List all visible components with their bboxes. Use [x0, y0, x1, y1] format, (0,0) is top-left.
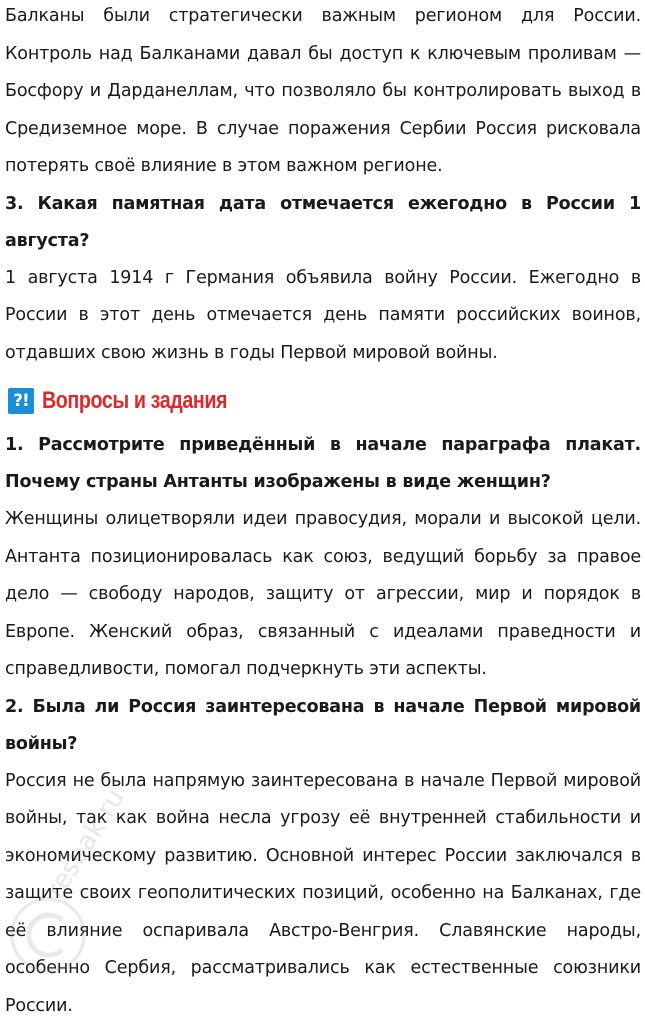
answer-task-2: Россия не была напрямую заинтересована в начале Первой мировой войны, так как война несла угрозу её внутренней стабильности и экономическому развитию. Основной интерес России заключался в защите своих геополитических позиций, особенно на Балканах, где её влияние оспаривала Австро-Венгрия. Славянские народы, особенно Сербия, рассматривались как естественные союзники России.	[5, 763, 641, 1025]
answer-3: 1 августа 1914 г Германия объявила войну России. Ежегодно в России в этот день отмечается день памяти российских воинов, отдавших свою жизнь в годы Первой мировой войны.	[5, 260, 641, 373]
answer-task-1: Женщины олицетворяли идеи правосудия, морали и высокой цели. Антанта позиционировалась как союз, ведущий борьбу за правое дело — свободу народов, защиту от агрессии, мир и порядок в Европе. Женский образ, связанный с идеалами праведности и справедливости, помогал подчеркнуть эти аспекты.	[5, 501, 641, 689]
watermark-text: resbak.ru	[40, 784, 130, 904]
intro-paragraph: Балканы были стратегически важным регионом для России. Контроль над Балканами давал бы доступ к ключевым проливам — Босфору и Дарданеллам, что позволяло бы контролировать выход в Средиземное море. В случае поражения Сербии Россия рисковала потерять своё влияние в этом важном регионе.	[5, 0, 641, 186]
section-title: Вопросы и задания	[42, 387, 227, 415]
task-1: 1. Рассмотрите приведённый в начале параграфа плакат. Почему страны Антанты изображены в виде женщин?	[5, 427, 641, 501]
document-page	[5, 0, 641, 1025]
questions-icon: ?!	[8, 388, 34, 414]
task-2: 2. Была ли Россия заинтересована в начале Первой мировой войны?	[5, 689, 641, 763]
section-header	[5, 384, 641, 418]
question-3: 3. Какая памятная дата отмечается ежегодно в России 1 августа?	[5, 186, 641, 260]
